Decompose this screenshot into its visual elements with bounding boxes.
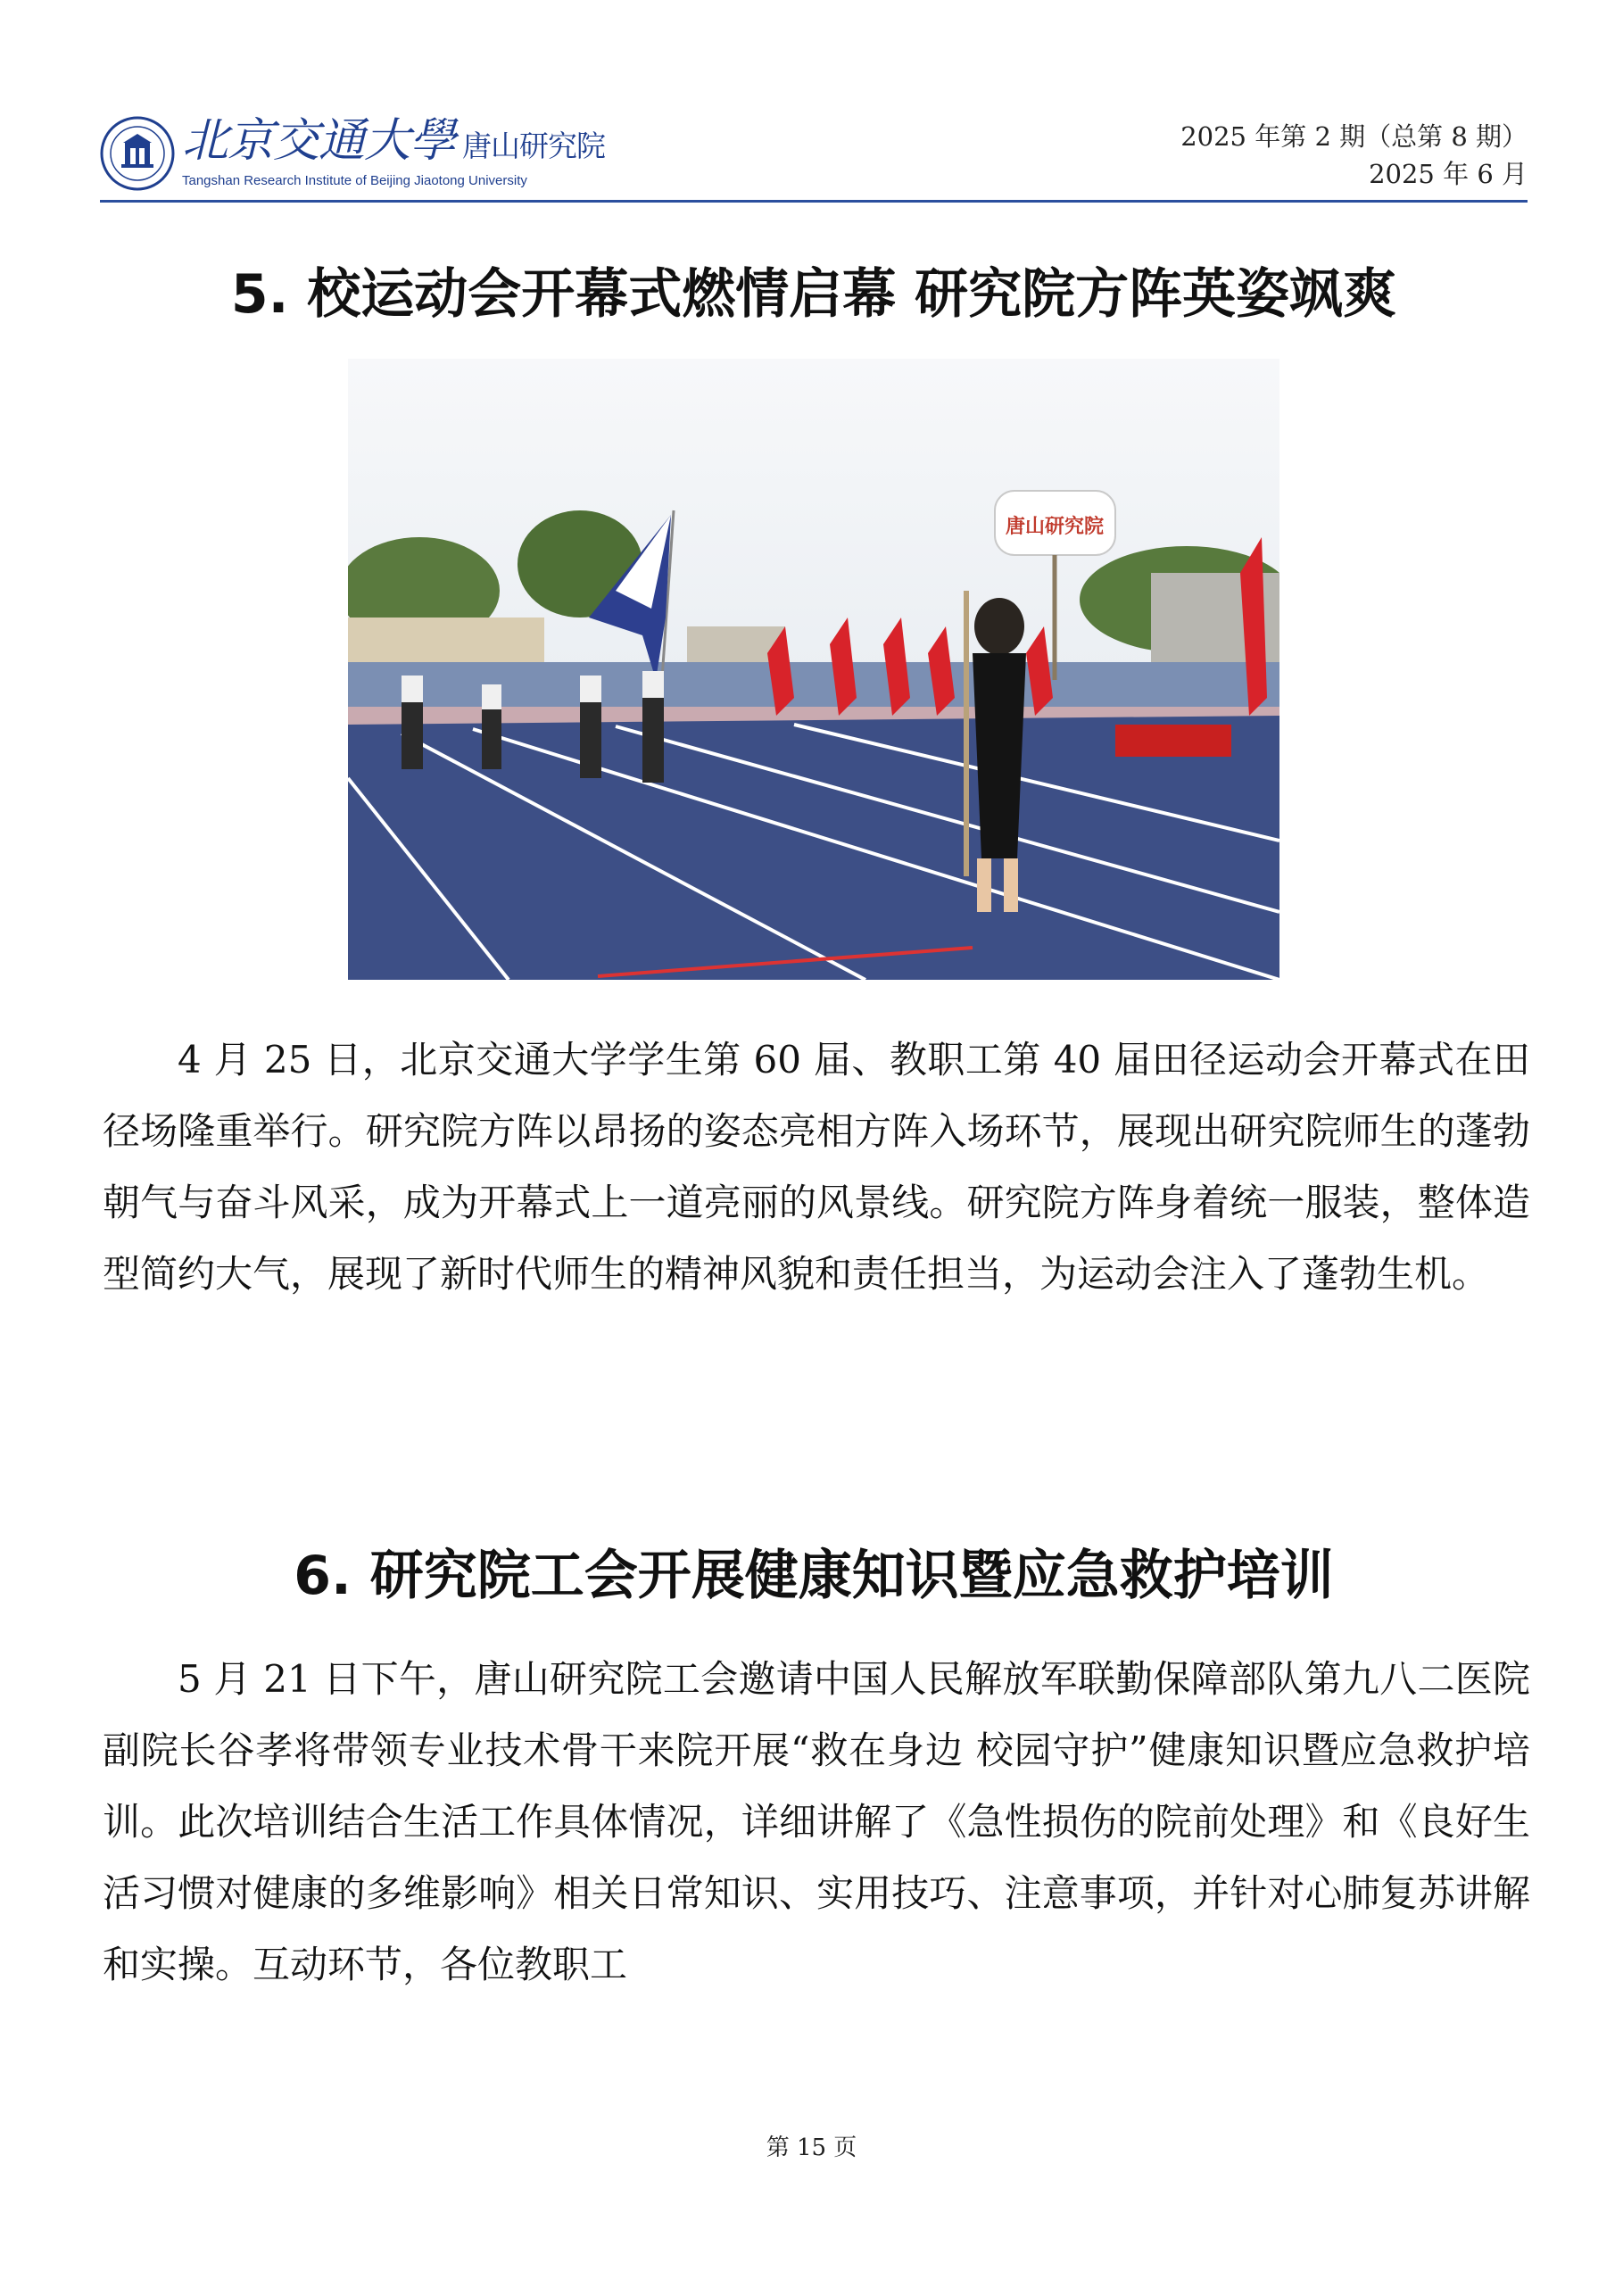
issue-info [1180,118,1528,193]
section-6-paragraph: 5 月 21 日下午，唐山研究院工会邀请中国人民解放军联勤保障部队第九八二医院副院长谷孝将带领专业技术骨干来院开展“救在身边 校园守护”健康知识暨应急救护培训。此次培训结合生活工作具体情况，详细讲解了《急性损伤的院前处理》和《良好生活习惯对健康的多维影响》相关日常知识、实用技巧、注意事项，并针对心肺复苏讲解和实操。互动环节，各位教职工 [103,1657,1530,1986]
section-6-title: 6. 研究院工会开展健康知识暨应急救护培训 [294,1545,1334,1607]
photo-sign-text: 唐山研究院 [1005,516,1105,538]
logo-english-name: Tangshan Research Institute of Beijing Jiaotong University [182,173,527,188]
header-rule [100,200,1528,203]
issue-number: 2025 年第 2 期（总第 8 期） [1180,121,1528,152]
page-number: 第 15 页 [766,2134,857,2161]
logo-institute-name: 唐山研究院 [462,128,606,163]
university-seal-icon [100,116,175,191]
issue-date: 2025 年 6 月 [1369,159,1528,189]
page-header [100,105,1528,203]
logo-wordmark [182,114,605,173]
section-5-paragraph: 4 月 25 日，北京交通大学学生第 60 届、教职工第 40 届田径运动会开幕式在田径场隆重举行。研究院方阵以昂扬的姿态亮相方阵入场环节，展现出研究院师生的蓬勃朝气与奋斗风采，成为开幕式上一道亮丽的风景线。研究院方阵身着统一服装，整体造型简约大气，展现了新时代师生的精神风貌和责任担当，为运动会注入了蓬勃生机。 [103,1038,1530,1296]
parade-photo-illustration [348,359,1279,980]
sports-meet-photo [348,359,1279,980]
logo-university-name: 北京交通大學 [182,114,456,168]
section-5-title: 5. 校运动会开幕式燃情启幕 研究院方阵英姿飒爽 [230,263,1397,326]
